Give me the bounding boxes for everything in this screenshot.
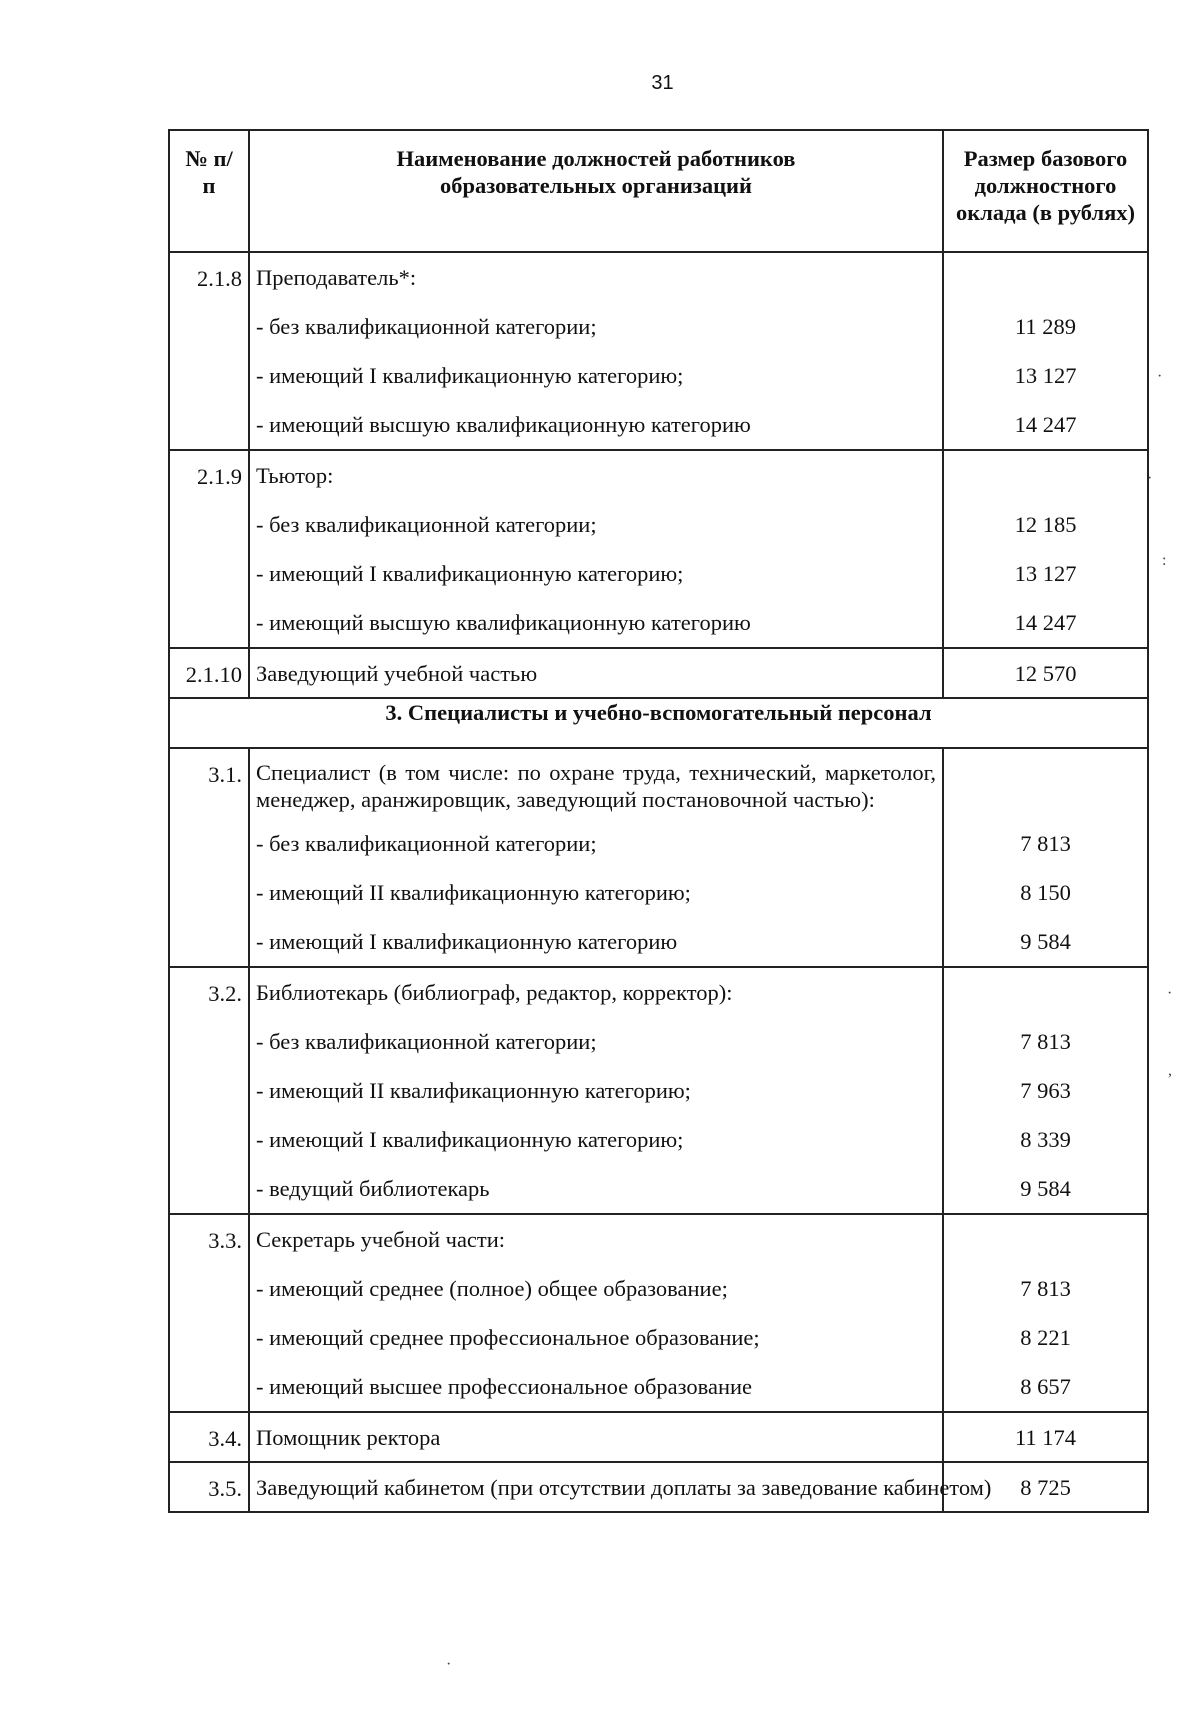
position-name-cell bbox=[249, 1214, 943, 1412]
salary-blank bbox=[944, 968, 1147, 1017]
category-item: - имеющий среднее (полное) общее образование; bbox=[256, 1276, 728, 1301]
table-row bbox=[169, 450, 1148, 648]
category-item: - имеющий среднее профессиональное образование; bbox=[256, 1325, 760, 1350]
category-item: - ведущий библиотекарь bbox=[256, 1176, 490, 1201]
salary-cell bbox=[943, 252, 1148, 450]
position-name-cell bbox=[249, 1462, 992, 1512]
category-item: - имеющий I квалификационную категорию; bbox=[256, 561, 684, 586]
salary-table bbox=[168, 129, 1149, 1513]
salary-value: 7 813 bbox=[1020, 831, 1071, 856]
position-title: Помощник ректора bbox=[256, 1424, 441, 1450]
salary-value: 8 725 bbox=[1020, 1474, 1071, 1500]
salary-value: 12 570 bbox=[1014, 660, 1077, 686]
category-item: - без квалификационной категории; bbox=[256, 314, 597, 339]
header-name: Наименование должностей работников образовательных организаций bbox=[249, 130, 943, 252]
salary-value: 13 127 bbox=[1014, 363, 1077, 388]
row-number bbox=[169, 648, 249, 698]
salary-blank bbox=[944, 253, 1147, 302]
table-row bbox=[169, 648, 1148, 698]
section-title: 3. Специалисты и учебно-вспомогательный персонал bbox=[169, 698, 1148, 748]
header-number: № п/п bbox=[169, 130, 249, 252]
header-salary: Размер базового должностного оклада (в рублях) bbox=[943, 130, 1148, 252]
salary-value: 9 584 bbox=[1020, 929, 1071, 954]
category-item: - имеющий высшую квалификационную категорию bbox=[256, 412, 751, 437]
row-number bbox=[169, 967, 249, 1214]
table-header-row bbox=[169, 130, 1148, 252]
table-row bbox=[169, 967, 1148, 1214]
row-number-text: 3.4. bbox=[208, 1426, 242, 1451]
salary-value: 11 174 bbox=[1014, 1424, 1077, 1450]
scan-speck: · bbox=[446, 1656, 452, 1673]
salary-value: 7 813 bbox=[1020, 1276, 1071, 1301]
row-number-text: 2.1.8 bbox=[197, 266, 242, 291]
salary-value: 8 339 bbox=[1020, 1127, 1071, 1152]
scan-speck: · bbox=[1147, 470, 1153, 487]
salary-value: 14 247 bbox=[1014, 610, 1077, 635]
row-number-text: 3.1. bbox=[208, 762, 242, 787]
position-title: Заведующий кабинетом (при отсутствии доплаты за заведование кабинетом) bbox=[256, 1474, 992, 1500]
row-number bbox=[169, 450, 249, 648]
category-item: - имеющий II квалификационную категорию; bbox=[256, 1078, 691, 1103]
position-name-cell bbox=[249, 748, 943, 967]
row-number-text: 2.1.9 bbox=[197, 464, 242, 489]
row-number-text: 3.2. bbox=[208, 981, 242, 1006]
salary-cell bbox=[943, 648, 1148, 698]
salary-value: 12 185 bbox=[1014, 512, 1077, 537]
salary-blank bbox=[944, 749, 1147, 819]
salary-cell bbox=[943, 1214, 1148, 1412]
salary-value: 8 657 bbox=[1020, 1374, 1071, 1399]
salary-value: 11 289 bbox=[1014, 314, 1077, 339]
page-number: 31 bbox=[651, 72, 674, 94]
table-body bbox=[169, 252, 1148, 1512]
salary-cell bbox=[943, 967, 1148, 1214]
row-number bbox=[169, 1214, 249, 1412]
position-title: Заведующий учебной частью bbox=[256, 660, 538, 686]
salary-value: 7 813 bbox=[1020, 1029, 1071, 1054]
salary-blank bbox=[944, 451, 1147, 500]
salary-value: 14 247 bbox=[1014, 412, 1077, 437]
category-item: - имеющий I квалификационную категорию bbox=[256, 929, 678, 954]
category-item: - имеющий II квалификационную категорию; bbox=[256, 880, 691, 905]
position-title: Тьютор: bbox=[256, 463, 334, 488]
salary-value: 8 221 bbox=[1020, 1325, 1071, 1350]
table-row bbox=[169, 1462, 1148, 1512]
position-name-cell bbox=[249, 648, 943, 698]
salary-value: 13 127 bbox=[1014, 561, 1077, 586]
row-number bbox=[169, 1412, 249, 1462]
row-number bbox=[169, 252, 249, 450]
row-number-text: 3.5. bbox=[208, 1476, 242, 1501]
position-name-cell bbox=[249, 450, 943, 648]
scan-speck: , bbox=[1168, 1062, 1172, 1079]
category-item: - имеющий I квалификационную категорию; bbox=[256, 1127, 684, 1152]
position-title: Специалист (в том числе: по охране труда, технический, маркетолог, менеджер, аранжировщик, заведующий постановочной частью): bbox=[256, 760, 936, 812]
scan-speck: · bbox=[1157, 368, 1163, 385]
salary-cell bbox=[943, 450, 1148, 648]
table-row bbox=[169, 748, 1148, 967]
scan-speck: · bbox=[1167, 985, 1173, 1002]
position-title: Библиотекарь (библиограф, редактор, корректор): bbox=[256, 980, 733, 1005]
position-name-cell bbox=[249, 1412, 943, 1462]
salary-cell bbox=[943, 748, 1148, 967]
position-name-cell bbox=[249, 252, 943, 450]
scan-speck: : bbox=[1162, 552, 1167, 569]
salary-value: 9 584 bbox=[1020, 1176, 1071, 1201]
table-row bbox=[169, 1412, 1148, 1462]
category-item: - имеющий высшее профессиональное образование bbox=[256, 1374, 753, 1399]
category-item: - имеющий высшую квалификационную категорию bbox=[256, 610, 751, 635]
row-number bbox=[169, 1462, 249, 1512]
category-item: - без квалификационной категории; bbox=[256, 831, 597, 856]
salary-blank bbox=[944, 1215, 1147, 1264]
position-title: Секретарь учебной части: bbox=[256, 1227, 506, 1252]
table-row bbox=[169, 252, 1148, 450]
position-name-cell bbox=[249, 967, 943, 1214]
category-item: - имеющий I квалификационную категорию; bbox=[256, 363, 684, 388]
row-number-text: 3.3. bbox=[208, 1228, 242, 1253]
row-number-text: 2.1.10 bbox=[185, 662, 242, 687]
salary-cell bbox=[943, 1412, 1148, 1462]
table-row bbox=[169, 1214, 1148, 1412]
salary-value: 7 963 bbox=[1020, 1078, 1071, 1103]
salary-value: 8 150 bbox=[1020, 880, 1071, 905]
position-title: Преподаватель*: bbox=[256, 265, 417, 290]
category-item: - без квалификационной категории; bbox=[256, 512, 597, 537]
row-number bbox=[169, 748, 249, 967]
category-item: - без квалификационной категории; bbox=[256, 1029, 597, 1054]
section-row bbox=[169, 698, 1148, 748]
